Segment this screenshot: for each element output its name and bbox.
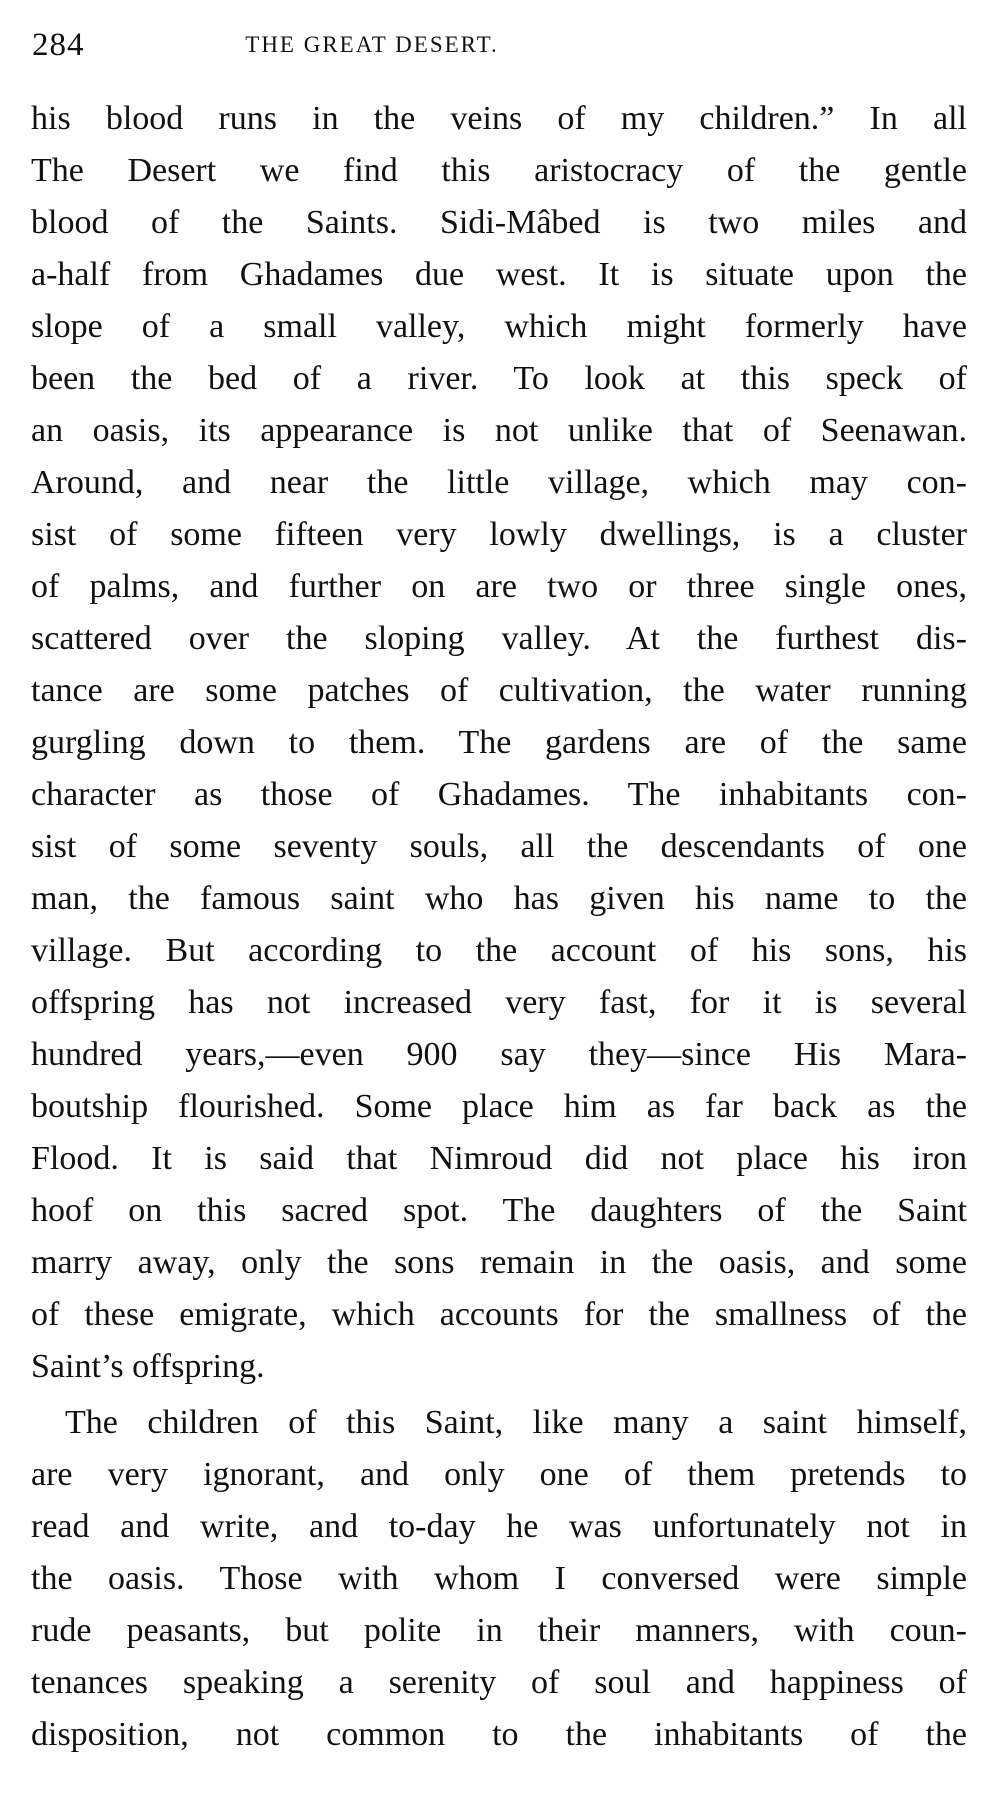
text-line: scattered over the sloping valley. At the furthest dis- [31,620,967,657]
text-line: sist of some fifteen very lowly dwellings, is a cluster [31,516,967,553]
text-line: an oasis, its appearance is not unlike that of Seenawan. [31,412,967,449]
text-line: Saint’s offspring. [31,1348,265,1385]
text-line: man, the famous saint who has given his name to the [31,880,967,917]
paragraph [31,1397,967,1761]
text-line: blood of the Saints. Sidi-Mâbed is two miles and [31,204,967,241]
text-line: marry away, only the sons remain in the oasis, and some [31,1244,967,1281]
text-line: sist of some seventy souls, all the descendants of one [31,828,967,865]
text-line: Around, and near the little village, which may con- [31,464,967,501]
text-line: are very ignorant, and only one of them pretends to [31,1456,967,1493]
text-line: been the bed of a river. To look at this speck of [31,360,967,397]
text-line: tenances speaking a serenity of soul and happiness of [31,1664,967,1701]
text-line: gurgling down to them. The gardens are of the same [31,724,967,761]
text-line: village. But according to the account of his sons, his [31,932,967,969]
running-head [32,20,964,70]
text-line: disposition, not common to the inhabitants of the [31,1716,967,1753]
text-line: tance are some patches of cultivation, the water running [31,672,967,709]
text-line: boutship flourished. Some place him as far back as the [31,1088,967,1125]
body-text [31,93,967,1761]
text-line: slope of a small valley, which might formerly have [31,308,967,345]
text-line: rude peasants, but polite in their manners, with coun- [31,1612,967,1649]
text-line: a-half from Ghadames due west. It is situate upon the [31,256,967,293]
text-line: of these emigrate, which accounts for the smallness of the [31,1296,967,1333]
text-line: of palms, and further on are two or three single ones, [31,568,967,605]
paragraph [31,93,967,1393]
text-line: offspring has not increased very fast, for it is several [31,984,967,1021]
page-number: 284 [32,27,85,63]
text-line: Flood. It is said that Nimroud did not place his iron [31,1140,967,1177]
text-line: The children of this Saint, like many a saint himself, [65,1404,967,1441]
text-line: The Desert we find this aristocracy of the gentle [31,152,967,189]
text-line: hundred years,—even 900 say they—since His Mara- [31,1036,967,1073]
text-line: character as those of Ghadames. The inhabitants con- [31,776,967,813]
text-line: the oasis. Those with whom I conversed were simple [31,1560,967,1597]
text-line: his blood runs in the veins of my children.” In all [31,100,967,137]
running-title: THE GREAT DESERT. [245,32,499,57]
text-line: read and write, and to-day he was unfortunately not in [31,1508,967,1545]
text-line: hoof on this sacred spot. The daughters of the Saint [31,1192,967,1229]
